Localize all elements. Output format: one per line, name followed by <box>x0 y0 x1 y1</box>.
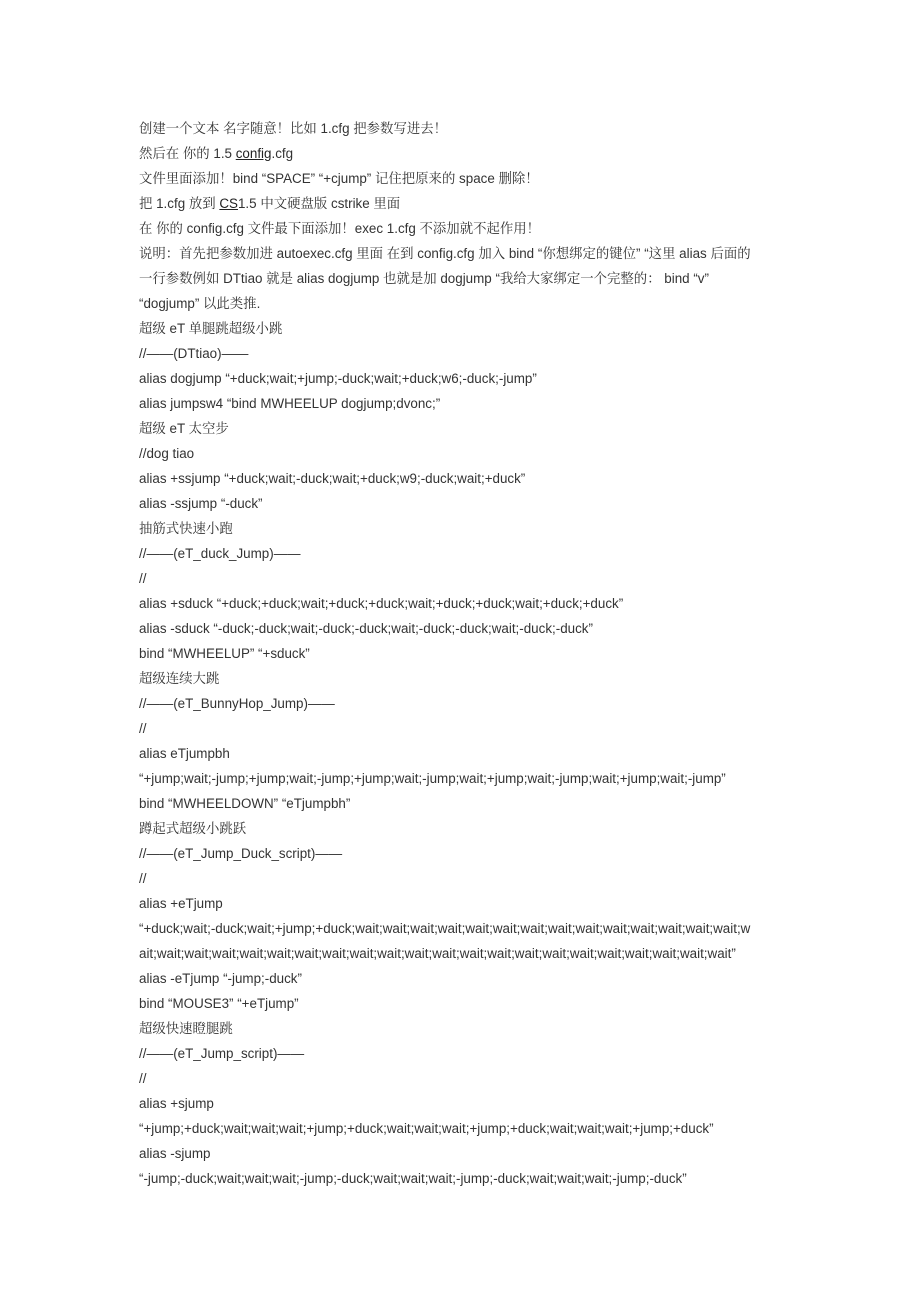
text-line: “+jump;+duck;wait;wait;wait;+jump;+duck;wait;wait;wait;+jump;+duck;wait;wait;wait;+jump;+duck” <box>139 1121 714 1136</box>
text-line: //——(eT_Jump_Duck_script)—— <box>139 846 343 861</box>
text-line: alias eTjumpbh <box>139 746 230 761</box>
text-line: alias -ssjump “-duck” <box>139 496 263 511</box>
text-line: alias -sjump <box>139 1146 211 1161</box>
text-line: //——(eT_BunnyHop_Jump)—— <box>139 696 335 711</box>
text-line: // <box>139 871 147 886</box>
line-suffix: .cfg <box>271 146 294 161</box>
text-line: //——(DTtiao)—— <box>139 346 249 361</box>
text-line: 超级连续大跳 <box>139 671 220 686</box>
text-line: // <box>139 571 147 586</box>
text-line: ait;wait;wait;wait;wait;wait;wait;wait;wait;wait;wait;wait;wait;wait;wait;wait;wait;wait;wait;wait;wait;wait” <box>139 946 736 961</box>
text-line: 超级快速瞪腿跳 <box>139 1021 233 1036</box>
text-line: alias jumpsw4 “bind MWHEELUP dogjump;dvonc;” <box>139 396 441 411</box>
text-line: // <box>139 721 147 736</box>
text-line: alias -eTjump “-jump;-duck” <box>139 971 302 986</box>
text-line <box>139 191 789 216</box>
text-line: 创建一个文本 名字随意！比如 1.cfg 把参数写进去！ <box>139 121 448 136</box>
text-line: alias dogjump “+duck;wait;+jump;-duck;wait;+duck;w6;-duck;-jump” <box>139 371 537 386</box>
text-line: 一行参数例如 DTtiao 就是 alias dogjump 也就是加 dogjump “我给大家绑定一个完整的： bind “v” <box>139 271 709 286</box>
text-line: “+jump;wait;-jump;+jump;wait;-jump;+jump;wait;-jump;wait;+jump;wait;-jump;wait;+jump;wait;-jump” <box>139 771 726 786</box>
text-line: 蹲起式超级小跳跃 <box>139 821 247 836</box>
text-line: alias +ssjump “+duck;wait;-duck;wait;+duck;w9;-duck;wait;+duck” <box>139 471 526 486</box>
text-line: “+duck;wait;-duck;wait;+jump;+duck;wait;wait;wait;wait;wait;wait;wait;wait;wait;wait;wait;wait;wait;wait;w <box>139 921 751 936</box>
text-line: alias -sduck “-duck;-duck;wait;-duck;-duck;wait;-duck;-duck;wait;-duck;-duck” <box>139 621 593 636</box>
text-line: bind “MOUSE3” “+eTjump” <box>139 996 299 1011</box>
text-line: 抽筋式快速小跑 <box>139 521 233 536</box>
line-prefix: 把 1.cfg 放到 <box>139 196 220 211</box>
text-line: alias +eTjump <box>139 896 223 911</box>
document-body <box>139 116 789 1191</box>
text-line: “-jump;-duck;wait;wait;wait;-jump;-duck;wait;wait;wait;-jump;-duck;wait;wait;wait;-jump;-duck” <box>139 1171 687 1186</box>
text-line: //dog tiao <box>139 446 195 461</box>
line-prefix: 然后在 你的 1.5 <box>139 146 236 161</box>
hyperlink[interactable]: CS <box>219 196 238 211</box>
text-line: //——(eT_duck_Jump)—— <box>139 546 301 561</box>
text-line: //——(eT_Jump_script)—— <box>139 1046 305 1061</box>
text-line: // <box>139 1071 147 1086</box>
text-line: 超级 eT 太空步 <box>139 421 229 436</box>
line-suffix: 1.5 中文硬盘版 cstrike 里面 <box>237 196 401 211</box>
text-line: 说明：首先把参数加进 autoexec.cfg 里面 在到 config.cfg 加入 bind “你想绑定的键位” “这里 alias 后面的 <box>139 246 751 261</box>
text-line: alias +sduck “+duck;+duck;wait;+duck;+duck;wait;+duck;+duck;wait;+duck;+duck” <box>139 596 624 611</box>
text-line: 文件里面添加！bind “SPACE” “+cjump” 记住把原来的 space 删除！ <box>139 171 539 186</box>
text-line: 在 你的 config.cfg 文件最下面添加！exec 1.cfg 不添加就不起作用！ <box>139 221 541 236</box>
text-line: 超级 eT 单腿跳超级小跳 <box>139 321 283 336</box>
hyperlink[interactable]: config <box>235 146 272 161</box>
text-line: bind “MWHEELUP” “+sduck” <box>139 646 310 661</box>
text-line: alias +sjump <box>139 1096 214 1111</box>
text-line <box>139 141 789 166</box>
text-line: bind “MWHEELDOWN” “eTjumpbh” <box>139 796 351 811</box>
text-line: “dogjump” 以此类推. <box>139 296 261 311</box>
